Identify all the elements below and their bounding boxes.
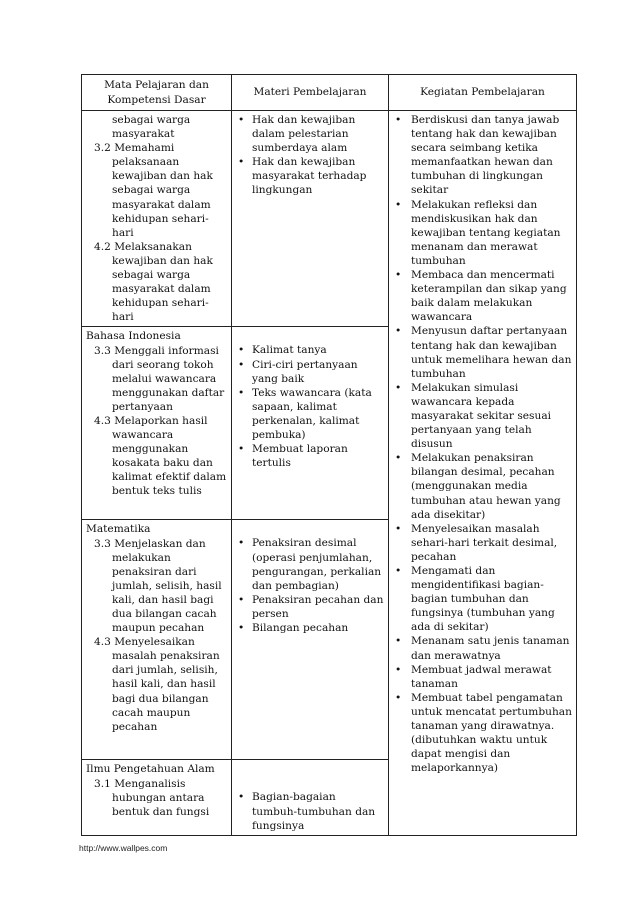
list-item: • Melakukan penaksiran bilangan desimal, pecahan (menggunakan media tumbuhan atau hewan yang ada disekitar)	[393, 451, 572, 521]
list-item: • Kalimat tanya	[236, 343, 384, 357]
list-item: • Membuat tabel pengamatan untuk mencatat pertumbuhan tanaman yang dirawatnya. (dibutuhkan waktu untuk dapat mengisi dan melaporkannya)	[393, 691, 572, 776]
table-row	[82, 111, 577, 327]
competency-cell	[82, 111, 232, 327]
list-item: • Membaca dan mencermati keterampilan dan sikap yang baik dalam melakukan wawancara	[393, 268, 572, 324]
materi-cell	[232, 327, 389, 520]
header-materi: Materi Pembelajaran	[232, 75, 389, 111]
list-item: • Penaksiran desimal (operasi penjumlahan, pengurangan, perkalian dan pembagian)	[236, 536, 384, 592]
curriculum-table	[81, 74, 577, 836]
header-mata-pelajaran: Mata Pelajaran dan Kompetensi Dasar	[82, 75, 232, 111]
list-item: • Membuat jadwal merawat tanaman	[393, 663, 572, 691]
list-item: • Mengamati dan mengidentifikasi bagian-bagian tumbuhan dan fungsinya (tumbuhan yang ada di sekitar)	[393, 564, 572, 634]
competency-text: sebagai warga masyarakat	[112, 114, 191, 141]
competency-text: 4.2 Melaksanakan kewajiban dan hak sebagai warga masyarakat dalam kehidupan sehari-hari	[94, 240, 213, 324]
header-kegiatan: Kegiatan Pembelajaran	[389, 75, 577, 111]
list-item: • Menyelesaikan masalah sehari-hari terkait desimal, pecahan	[393, 522, 572, 564]
competency-text: 4.3 Melaporkan hasil wawancara menggunakan kosakata baku dan kalimat efektif dalam bentuk teks tulis	[94, 414, 227, 498]
kegiatan-cell	[389, 111, 577, 836]
materi-cell	[232, 111, 389, 327]
list-item: • Teks wawancara (kata sapaan, kalimat perkenalan, kalimat pembuka)	[236, 386, 384, 442]
list-item: • Menyusun daftar pertanyaan tentang hak dan kewajiban untuk memelihara hewan dan tumbuhan	[393, 324, 572, 380]
competency-text: 3.3 Menjelaskan dan melakukan penaksiran dari jumlah, selisih, hasil kali, dan hasil bagi dua bilangan cacah maupun pecahan	[94, 537, 222, 635]
competency-text: 3.3 Menggali informasi dari seorang tokoh melalui wawancara menggunakan daftar pertanyaan	[94, 344, 225, 413]
materi-cell	[232, 760, 389, 835]
list-item: • Ciri-ciri pertanyaan yang baik	[236, 358, 384, 386]
list-item: • Melakukan refleksi dan mendiskusikan hak dan kewajiban tentang kegiatan menanam dan merawat tumbuhan	[393, 198, 572, 268]
list-item: • Bagian-bagaian tumbuh-tumbuhan dan fungsinya	[236, 790, 384, 832]
list-item: • Hak dan kewajiban dalam pelestarian sumberdaya alam	[236, 113, 384, 155]
competency-text: 3.1 Menganalisis hubungan antara bentuk dan fungsi	[94, 777, 210, 818]
footer-url[interactable]: http://www.wallpes.com	[79, 843, 168, 853]
competency-text: 3.2 Memahami pelaksanaan kewajiban dan hak sebagai warga masyarakat dalam kehidupan sehari-hari	[94, 142, 213, 239]
subject-name: Matematika	[86, 523, 151, 536]
competency-cell	[82, 760, 232, 835]
list-item: • Bilangan pecahan	[236, 621, 384, 635]
competency-text: 4.3 Menyelesaikan masalah penaksiran dari jumlah, selisih, hasil kali, dan hasil bagi dua bilangan cacah maupun pecahan	[94, 636, 220, 733]
subject-name: Ilmu Pengetahuan Alam	[86, 763, 215, 776]
list-item: • Membuat laporan tertulis	[236, 442, 384, 470]
list-item: • Hak dan kewajiban masyarakat terhadap lingkungan	[236, 155, 384, 197]
list-item: • Menanam satu jenis tanaman dan merawatnya	[393, 634, 572, 662]
subject-name: Bahasa Indonesia	[86, 330, 181, 343]
materi-cell	[232, 520, 389, 760]
list-item: • Penaksiran pecahan dan persen	[236, 593, 384, 621]
competency-cell	[82, 520, 232, 760]
list-item: • Melakukan simulasi wawancara kepada masyarakat sekitar sesuai pertanyaan yang telah disusun	[393, 381, 572, 451]
list-item: • Berdiskusi dan tanya jawab tentang hak dan kewajiban secara seimbang ketika memanfaatkan hewan dan tumbuhan di lingkungan sekitar	[393, 113, 572, 198]
competency-cell	[82, 327, 232, 520]
table-header-row	[82, 75, 577, 111]
